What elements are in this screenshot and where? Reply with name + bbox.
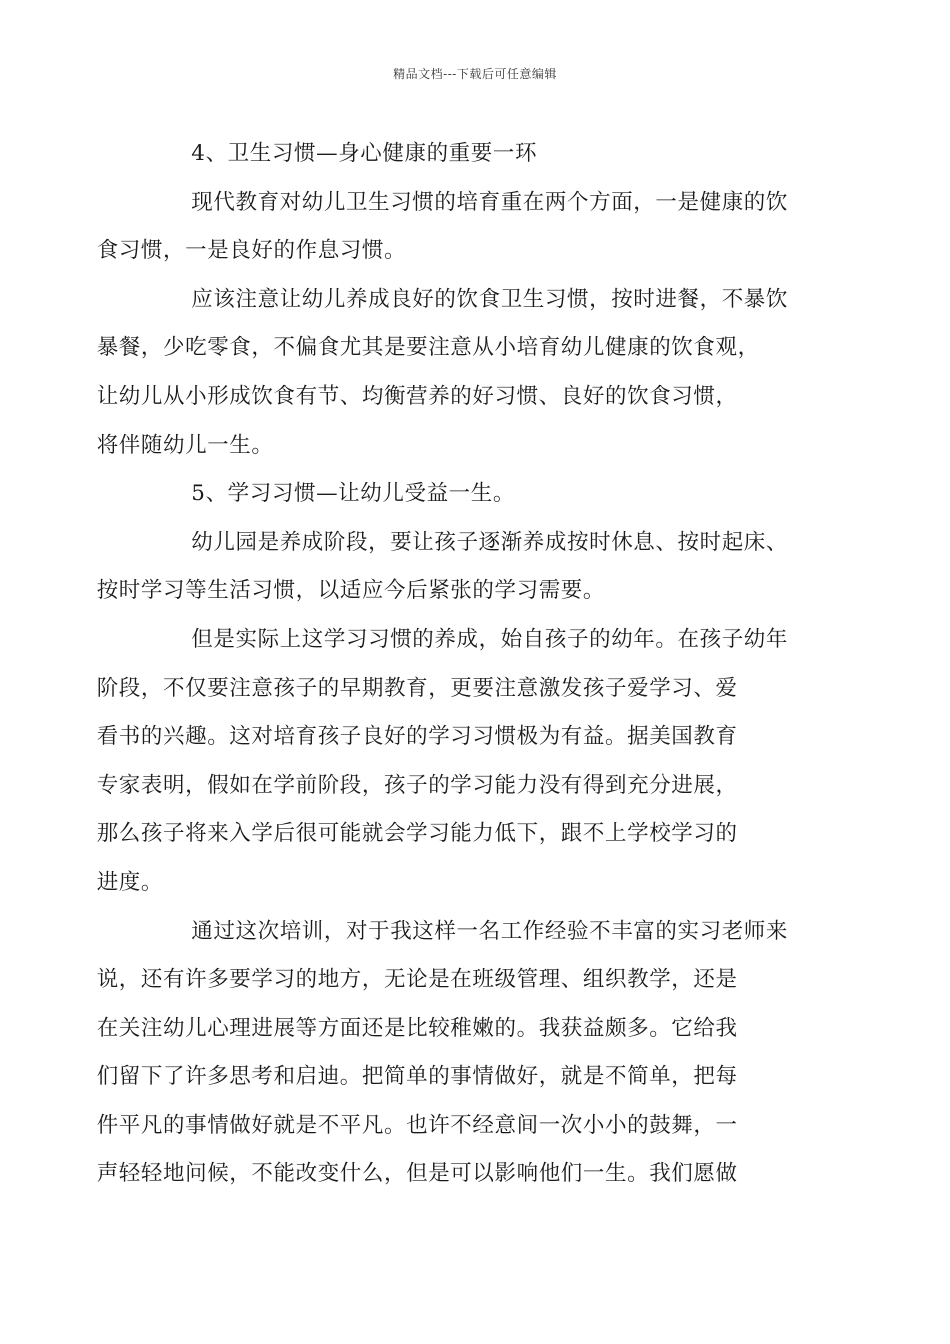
text-line: 阶段，不仅要注意孩子的早期教育，更要注意激发孩子爱学习、爱: [96, 675, 738, 701]
document-body: [96, 130, 812, 1199]
page-header: 精品文档---下载后可任意编辑: [393, 67, 557, 81]
text-line: 让幼儿从小形成饮食有节、均衡营养的好习惯、良好的饮食习惯，: [96, 383, 738, 409]
text-line: 说，还有许多要学习的地方，无论是在班级管理、组织教学，还是: [96, 967, 738, 993]
text-line: 在关注幼儿心理进展等方面还是比较稚嫩的。我获益颇多。它给我: [96, 1015, 738, 1041]
text-line: 件平凡的事情做好就是不平凡。也许不经意间一次小小的鼓舞，一: [96, 1112, 738, 1138]
text-line: 食习惯，一是良好的作息习惯。: [96, 238, 407, 264]
text-line: 们留下了许多思考和启迪。把简单的事情做好，就是不简单，把每: [96, 1064, 738, 1090]
paragraph: [96, 276, 812, 470]
text-line: 暴餐，少吃零食，不偏食尤其是要注意从小培育幼儿健康的饮食观，: [96, 335, 760, 361]
text-line: 通过这次培训，对于我这样一名工作经验不丰富的实习老师来: [191, 918, 788, 944]
text-line: 应该注意让幼儿养成良好的饮食卫生习惯，按时进餐，不暴饮: [191, 286, 788, 312]
paragraph: [96, 616, 812, 908]
heading-hygiene-habits: [144, 130, 812, 179]
text-line: 但是实际上这学习习惯的养成，始自孩子的幼年。在孩子幼年: [191, 626, 788, 652]
text-line: 声轻轻地问候，不能改变什么，但是可以影响他们一生。我们愿做: [96, 1161, 738, 1187]
paragraph: [96, 908, 812, 1200]
paragraph: [96, 179, 812, 276]
text-line: 幼儿园是养成阶段，要让孩子逐渐养成按时休息、按时起床、: [191, 529, 788, 555]
text-line: 5、学习习惯—让幼儿受益一生。: [191, 481, 515, 507]
text-line: 那么孩子将来入学后很可能就会学习能力低下，跟不上学校学习的: [96, 821, 738, 847]
text-line: 看书的兴趣。这对培育孩子良好的学习习惯极为有益。据美国教育: [96, 724, 738, 750]
text-line: 专家表明，假如在学前阶段，孩子的学习能力没有得到充分进展，: [96, 772, 738, 798]
text-line: 现代教育对幼儿卫生习惯的培育重在两个方面，一是健康的饮: [191, 189, 788, 215]
heading-study-habits: [144, 470, 812, 519]
text-line: 将伴随幼儿一生。: [96, 432, 274, 458]
text-line: 4、卫生习惯—身心健康的重要一环: [191, 141, 538, 166]
text-line: 按时学习等生活习惯，以适应今后紧张的学习需要。: [96, 578, 606, 604]
paragraph: [96, 519, 812, 616]
text-line: 进度。: [96, 869, 164, 895]
